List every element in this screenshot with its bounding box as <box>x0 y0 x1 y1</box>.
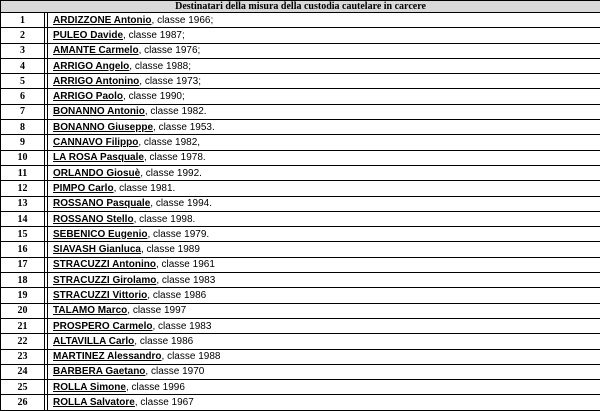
person-name: ROSSANO Stello <box>53 214 134 225</box>
person-cell <box>48 165 600 180</box>
row-number: 22 <box>1 334 45 349</box>
row-number: 15 <box>1 227 45 242</box>
table-header-row <box>1 1 600 13</box>
person-name: MARTINEZ Alessandro <box>53 351 162 362</box>
person-cell <box>48 257 600 272</box>
table-row <box>1 135 600 150</box>
person-birth-year: , classe 1998. <box>134 214 196 225</box>
person-name: ROSSANO Pasquale <box>53 198 150 209</box>
person-cell <box>48 334 600 349</box>
person-cell <box>48 43 600 58</box>
table-title: Destinatari della misura della custodia cautelare in carcere <box>1 1 600 13</box>
person-birth-year: , classe 1990; <box>123 91 185 102</box>
person-cell <box>48 349 600 364</box>
table-row <box>1 227 600 242</box>
table-row <box>1 43 600 58</box>
row-number: 9 <box>1 135 45 150</box>
person-name: LA ROSA Pasquale <box>53 152 144 163</box>
person-name: ARRIGO Paolo <box>53 91 123 102</box>
person-birth-year: , classe 1994. <box>150 198 212 209</box>
person-birth-year: , classe 1987; <box>123 30 185 41</box>
person-cell <box>48 273 600 288</box>
person-name: SIAVASH Gianluca <box>53 244 141 255</box>
row-number: 18 <box>1 273 45 288</box>
table-row <box>1 380 600 395</box>
person-birth-year: , classe 1967 <box>135 397 194 408</box>
person-birth-year: , classe 1992. <box>140 168 202 179</box>
person-cell <box>48 395 600 410</box>
person-birth-year: , classe 1976; <box>139 45 201 56</box>
row-number: 26 <box>1 395 45 410</box>
row-number: 16 <box>1 242 45 257</box>
table-body <box>1 13 600 411</box>
row-number: 5 <box>1 74 45 89</box>
row-number: 6 <box>1 89 45 104</box>
person-cell <box>48 58 600 73</box>
person-cell <box>48 303 600 318</box>
row-number: 20 <box>1 303 45 318</box>
person-name: ROLLA Simone <box>53 382 126 393</box>
person-cell <box>48 380 600 395</box>
person-name: ARRIGO Angelo <box>53 61 129 72</box>
person-birth-year: , classe 1996 <box>126 382 185 393</box>
table-row <box>1 349 600 364</box>
table-row <box>1 13 600 28</box>
person-birth-year: , classe 1982. <box>145 106 207 117</box>
table-row <box>1 28 600 43</box>
person-name: PROSPERO Carmelo <box>53 321 152 332</box>
row-number: 13 <box>1 196 45 211</box>
table-row <box>1 257 600 272</box>
person-birth-year: , classe 1988; <box>129 61 191 72</box>
person-birth-year: , classe 1989 <box>141 244 200 255</box>
person-cell <box>48 150 600 165</box>
person-cell <box>48 242 600 257</box>
person-name: BONANNO Antonio <box>53 106 145 117</box>
person-cell <box>48 196 600 211</box>
table-row <box>1 364 600 379</box>
person-birth-year: , classe 1978. <box>144 152 206 163</box>
person-name: ORLANDO Giosuè <box>53 168 140 179</box>
person-name: ARRIGO Antonino <box>53 76 139 87</box>
table-row <box>1 288 600 303</box>
person-name: ARDIZZONE Antonio <box>53 15 152 26</box>
row-number: 25 <box>1 380 45 395</box>
person-birth-year: , classe 1973; <box>139 76 201 87</box>
person-birth-year: , classe 1966; <box>152 15 214 26</box>
person-name: SEBENICO Eugenio <box>53 229 147 240</box>
person-name: BONANNO Giuseppe <box>53 122 153 133</box>
person-cell <box>48 181 600 196</box>
table-row <box>1 242 600 257</box>
person-name: ROLLA Salvatore <box>53 397 135 408</box>
person-name: AMANTE Carmelo <box>53 45 139 56</box>
person-cell <box>48 227 600 242</box>
person-cell <box>48 74 600 89</box>
row-number: 24 <box>1 364 45 379</box>
row-number: 19 <box>1 288 45 303</box>
row-number: 11 <box>1 165 45 180</box>
person-name: PIMPO Carlo <box>53 183 114 194</box>
person-name: STRACUZZI Vittorio <box>53 290 147 301</box>
table-row <box>1 120 600 135</box>
person-cell <box>48 211 600 226</box>
person-birth-year: , classe 1970 <box>145 366 204 377</box>
person-cell <box>48 28 600 43</box>
person-birth-year: , classe 1983 <box>152 321 211 332</box>
person-birth-year: , classe 1988 <box>162 351 221 362</box>
person-cell <box>48 135 600 150</box>
person-name: STRACUZZI Antonino <box>53 259 156 270</box>
person-cell <box>48 318 600 333</box>
person-name: PULEO Davide <box>53 30 123 41</box>
person-birth-year: , classe 1986 <box>134 336 193 347</box>
person-name: ALTAVILLA Carlo <box>53 336 134 347</box>
person-cell <box>48 89 600 104</box>
person-cell <box>48 288 600 303</box>
person-birth-year: , classe 1979. <box>147 229 209 240</box>
table-row <box>1 74 600 89</box>
table-row <box>1 196 600 211</box>
row-number: 12 <box>1 181 45 196</box>
person-name: STRACUZZI Girolamo <box>53 275 156 286</box>
row-number: 3 <box>1 43 45 58</box>
table-row <box>1 58 600 73</box>
table-row <box>1 104 600 119</box>
person-birth-year: , classe 1953. <box>153 122 215 133</box>
person-birth-year: , classe 1982, <box>138 137 200 148</box>
table-row <box>1 334 600 349</box>
person-birth-year: , classe 1983 <box>156 275 215 286</box>
table-row <box>1 165 600 180</box>
row-number: 21 <box>1 318 45 333</box>
table-row <box>1 150 600 165</box>
table-row <box>1 273 600 288</box>
person-birth-year: , classe 1961 <box>156 259 215 270</box>
table-row <box>1 318 600 333</box>
table-row <box>1 395 600 410</box>
table-row <box>1 181 600 196</box>
row-number: 23 <box>1 349 45 364</box>
row-number: 1 <box>1 13 45 28</box>
person-name: CANNAVO Filippo <box>53 137 138 148</box>
person-birth-year: , classe 1997 <box>127 305 186 316</box>
table-row <box>1 211 600 226</box>
row-number: 10 <box>1 150 45 165</box>
person-cell <box>48 120 600 135</box>
table-row <box>1 303 600 318</box>
row-number: 4 <box>1 58 45 73</box>
row-number: 2 <box>1 28 45 43</box>
person-cell <box>48 13 600 28</box>
person-cell <box>48 104 600 119</box>
person-name: TALAMO Marco <box>53 305 127 316</box>
row-number: 8 <box>1 120 45 135</box>
row-number: 7 <box>1 104 45 119</box>
table-row <box>1 89 600 104</box>
person-birth-year: , classe 1986 <box>147 290 206 301</box>
row-number: 14 <box>1 211 45 226</box>
person-cell <box>48 364 600 379</box>
person-name: BARBERA Gaetano <box>53 366 145 377</box>
row-number: 17 <box>1 257 45 272</box>
person-birth-year: , classe 1981. <box>114 183 176 194</box>
